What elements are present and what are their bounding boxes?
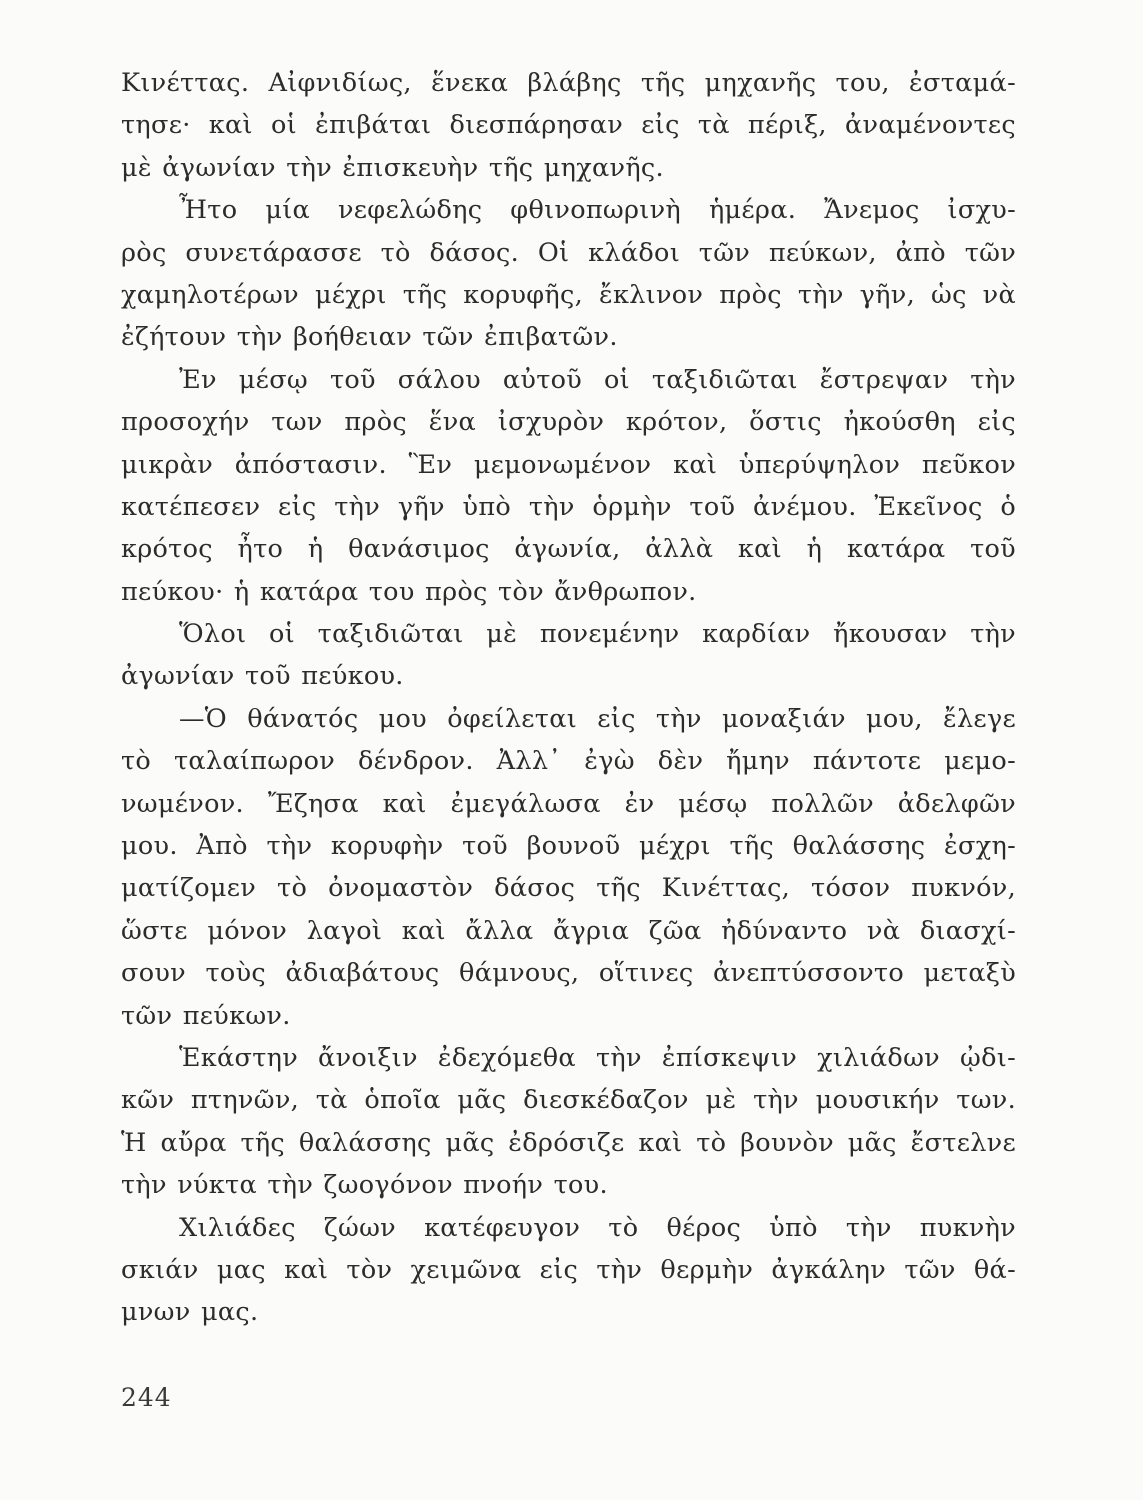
text-line: τὸ ταλαίπωρον δένδρον. Ἀλλ᾽ ἐγὼ δὲν ἤμην πάντοτε μεμο- bbox=[121, 746, 1016, 777]
text-line: κῶν πτηνῶν, τὰ ὁποῖα μᾶς διεσκέδαζον μὲ τὴν μουσικήν των. bbox=[121, 1085, 1016, 1116]
text-line: τὴν νύκτα τὴν ζωογόνον πνοήν του. bbox=[121, 1170, 608, 1201]
text-line: Χιλιάδες ζώων κατέφευγον τὸ θέρος ὑπὸ τὴν πυκνὴν bbox=[179, 1212, 1016, 1243]
text-line: σουν τοὺς ἀδιαβάτους θάμνους, οἵτινες ἀνεπτύσσοντο μεταξὺ bbox=[121, 958, 1016, 989]
text-line: ὥστε μόνον λαγοὶ καὶ ἄλλα ἄγρια ζῶα ἠδύναντο νὰ διασχί- bbox=[121, 915, 1016, 946]
text-line: Ἡ αὔρα τῆς θαλάσσης μᾶς ἐδρόσιζε καὶ τὸ βουνὸν μᾶς ἔστελνε bbox=[121, 1127, 1016, 1158]
paragraph bbox=[121, 1037, 1016, 1207]
page-number: 244 bbox=[121, 1383, 172, 1412]
text-line: Ἐν μέσῳ τοῦ σάλου αὐτοῦ οἱ ταξιδιῶται ἔστρεψαν τὴν bbox=[179, 364, 1016, 395]
paragraph bbox=[121, 698, 1016, 1037]
text-line: τησε· καὶ οἱ ἐπιβάται διεσπάρησαν εἰς τὰ πέριξ, ἀναμένοντες bbox=[121, 110, 1016, 141]
text-line: ἐζήτουν τὴν βοήθειαν τῶν ἐπιβατῶν. bbox=[121, 322, 618, 353]
text-line: χαμηλοτέρων μέχρι τῆς κορυφῆς, ἔκλινον πρὸς τὴν γῆν, ὡς νὰ bbox=[121, 279, 1016, 310]
text-line: Ἦτο μία νεφελώδης φθινοπωρινὴ ἡμέρα. Ἄνεμος ἰσχυ- bbox=[179, 195, 1016, 226]
text-line: ρὸς συνετάρασσε τὸ δάσος. Οἱ κλάδοι τῶν πεύκων, ἀπὸ τῶν bbox=[121, 237, 1016, 268]
text-line: μου. Ἀπὸ τὴν κορυφὴν τοῦ βουνοῦ μέχρι τῆς θαλάσσης ἐσχη- bbox=[121, 831, 1016, 862]
paragraph bbox=[121, 613, 1016, 698]
text-line: πεύκου· ἡ κατάρα του πρὸς τὸν ἄνθρωπον. bbox=[121, 576, 697, 607]
text-line: μνων μας. bbox=[121, 1297, 259, 1328]
text-line: κατέπεσεν εἰς τὴν γῆν ὑπὸ τὴν ὁρμὴν τοῦ ἀνέμου. Ἐκεῖνος ὁ bbox=[121, 491, 1016, 522]
text-line: Ὅλοι οἱ ταξιδιῶται μὲ πονεμένην καρδίαν ἤκουσαν τὴν bbox=[179, 619, 1016, 650]
body-text bbox=[121, 62, 1016, 1334]
text-line: νωμένον. Ἔζησα καὶ ἐμεγάλωσα ἐν μέσῳ πολλῶν ἀδελφῶν bbox=[121, 788, 1016, 819]
paragraph bbox=[121, 359, 1016, 613]
text-line: ματίζομεν τὸ ὀνομαστὸν δάσος τῆς Κινέττας, τόσον πυκνόν, bbox=[121, 873, 1016, 904]
paragraph bbox=[121, 62, 1016, 189]
text-line: σκιάν μας καὶ τὸν χειμῶνα εἰς τὴν θερμὴν ἀγκάλην τῶν θά- bbox=[121, 1254, 1016, 1285]
text-line: Ἑκάστην ἄνοιξιν ἐδεχόμεθα τὴν ἐπίσκεψιν χιλιάδων ᾠδι- bbox=[179, 1042, 1016, 1073]
text-line: τῶν πεύκων. bbox=[121, 1000, 291, 1031]
text-line: μὲ ἀγωνίαν τὴν ἐπισκευὴν τῆς μηχανῆς. bbox=[121, 152, 664, 183]
text-line: μικρὰν ἀπόστασιν. Ἓν μεμονωμένον καὶ ὑπερύψηλον πεῦκον bbox=[121, 449, 1016, 480]
text-line: προσοχήν των πρὸς ἕνα ἰσχυρὸν κρότον, ὅστις ἠκούσθη εἰς bbox=[121, 407, 1016, 438]
paragraph bbox=[121, 1207, 1016, 1334]
text-line: Κινέττας. Αἰφνιδίως, ἕνεκα βλάβης τῆς μηχανῆς του, ἐσταμά- bbox=[121, 68, 1016, 98]
text-line: ἀγωνίαν τοῦ πεύκου. bbox=[121, 661, 404, 692]
text-line: —Ὁ θάνατός μου ὀφείλεται εἰς τὴν μοναξιάν μου, ἔλεγε bbox=[179, 703, 1016, 734]
paragraph bbox=[121, 189, 1016, 359]
text-line: κρότος ἦτο ἡ θανάσιμος ἀγωνία, ἀλλὰ καὶ ἡ κατάρα τοῦ bbox=[121, 534, 1016, 565]
